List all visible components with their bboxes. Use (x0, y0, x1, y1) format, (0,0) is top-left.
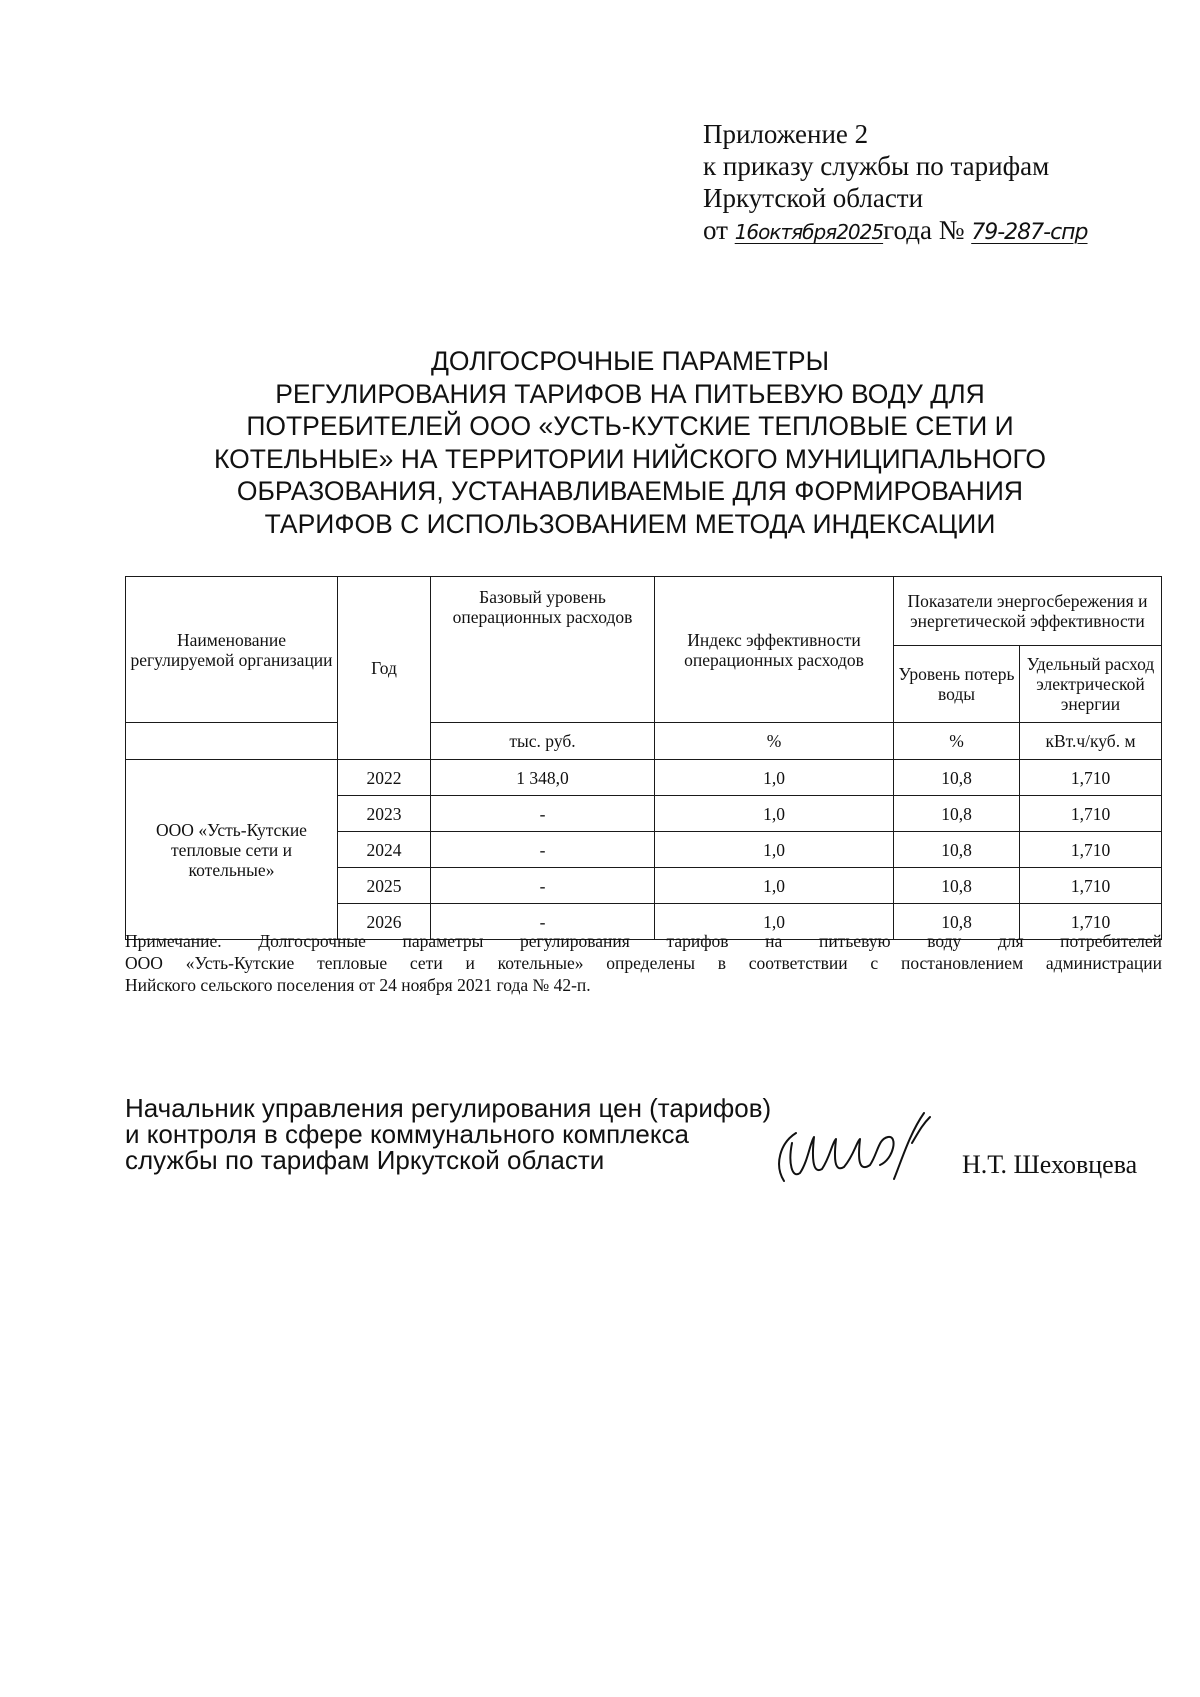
cell-loss: 10,8 (894, 904, 1020, 940)
title-line: ТАРИФОВ С ИСПОЛЬЗОВАНИЕМ МЕТОДА ИНДЕКСАЦИИ (264, 508, 996, 539)
title-line: ОБРАЗОВАНИЯ, УСТАНАВЛИВАЕМЫЕ ДЛЯ ФОРМИРОВАНИЯ (236, 476, 1024, 506)
position-line: службы по тарифам Иркутской области (125, 1145, 605, 1175)
appendix-number: Приложение 2 (703, 119, 869, 149)
document-title (190, 345, 1070, 540)
title-line: КОТЕЛЬНЫЕ» НА ТЕРРИТОРИИ НИЙСКОГО МУНИЦИПАЛЬНОГО (214, 443, 1046, 474)
header-year: Год (338, 577, 431, 760)
cell-loss: 10,8 (894, 868, 1020, 904)
appendix-year-word: года № (883, 215, 965, 245)
unit-electricity: кВт.ч/куб. м (1020, 723, 1162, 760)
cell-year: 2025 (338, 868, 431, 904)
table-row (126, 760, 1162, 796)
handwritten-date: 16октября2025 (734, 220, 884, 244)
cell-organization: ООО «Усть-Кутские тепловые сети и котельные» (126, 760, 338, 940)
unit-efficiency-index: % (655, 723, 894, 760)
cell-base: 1 348,0 (431, 760, 655, 796)
units-organization-empty (126, 723, 338, 760)
position-line: и контроля в сфере коммунального комплекса (125, 1119, 689, 1149)
appendix-date-line (703, 214, 1088, 249)
header-electricity: Удельный расход электрической энергии (1020, 646, 1162, 723)
title-line: ДОЛГОСРОЧНЫЕ ПАРАМЕТРЫ (430, 346, 830, 376)
cell-electricity: 1,710 (1020, 868, 1162, 904)
header-organization: Наименование регулируемой организации (126, 577, 338, 723)
unit-base-level: тыс. руб. (431, 723, 655, 760)
appendix-header (703, 118, 1088, 249)
cell-year: 2024 (338, 832, 431, 868)
header-efficiency-index: Индекс эффективности операционных расходов (655, 577, 894, 723)
cell-index: 1,0 (655, 796, 894, 832)
cell-loss: 10,8 (894, 796, 1020, 832)
title-line: ПОТРЕБИТЕЛЕЙ ООО «УСТЬ-КУТСКИЕ ТЕПЛОВЫЕ СЕТИ И (246, 411, 1014, 441)
note-line: Нийского сельского поселения от 24 ноября 2021 года № 42-п. (125, 975, 591, 995)
cell-base: - (431, 904, 655, 940)
title-line: РЕГУЛИРОВАНИЯ ТАРИФОВ НА ПИТЬЕВУЮ ВОДУ ДЛЯ (275, 378, 985, 409)
cell-loss: 10,8 (894, 760, 1020, 796)
position-line: Начальник управления регулирования цен (тарифов) (125, 1093, 772, 1123)
parameters-table (125, 576, 1162, 940)
cell-year: 2022 (338, 760, 431, 796)
cell-year: 2026 (338, 904, 431, 940)
signer-name: Н.Т. Шеховцева (962, 1150, 1138, 1179)
cell-electricity: 1,710 (1020, 904, 1162, 940)
handwritten-order-number: 79-287-спр (971, 220, 1088, 245)
appendix-from-prefix: от (703, 215, 728, 245)
header-energy-group: Показатели энергосбережения и энергетической эффективности (894, 577, 1162, 646)
cell-index: 1,0 (655, 760, 894, 796)
note-paragraph (125, 930, 1162, 996)
cell-index: 1,0 (655, 832, 894, 868)
header-base-level: Базовый уровень операционных расходов (431, 577, 655, 723)
cell-loss: 10,8 (894, 832, 1020, 868)
note-line: Примечание. Долгосрочные параметры регулирования тарифов на питьевую воду для потребителей (125, 931, 1162, 951)
note-line: ООО «Усть-Кутские тепловые сети и котельные» определены в соответствии с постановлением администрации (125, 953, 1162, 973)
cell-electricity: 1,710 (1020, 760, 1162, 796)
appendix-region: Иркутской области (703, 183, 924, 213)
cell-index: 1,0 (655, 904, 894, 940)
cell-index: 1,0 (655, 868, 894, 904)
cell-base: - (431, 868, 655, 904)
handwritten-signature-icon (762, 1103, 942, 1193)
table-header-row (126, 577, 1162, 646)
signatory-position (125, 1095, 771, 1173)
cell-electricity: 1,710 (1020, 796, 1162, 832)
unit-water-loss: % (894, 723, 1020, 760)
cell-base: - (431, 832, 655, 868)
cell-electricity: 1,710 (1020, 832, 1162, 868)
header-water-loss: Уровень потерь воды (894, 646, 1020, 723)
cell-base: - (431, 796, 655, 832)
appendix-order-ref: к приказу службы по тарифам (703, 151, 1050, 181)
table-units-row (126, 723, 1162, 760)
cell-year: 2023 (338, 796, 431, 832)
